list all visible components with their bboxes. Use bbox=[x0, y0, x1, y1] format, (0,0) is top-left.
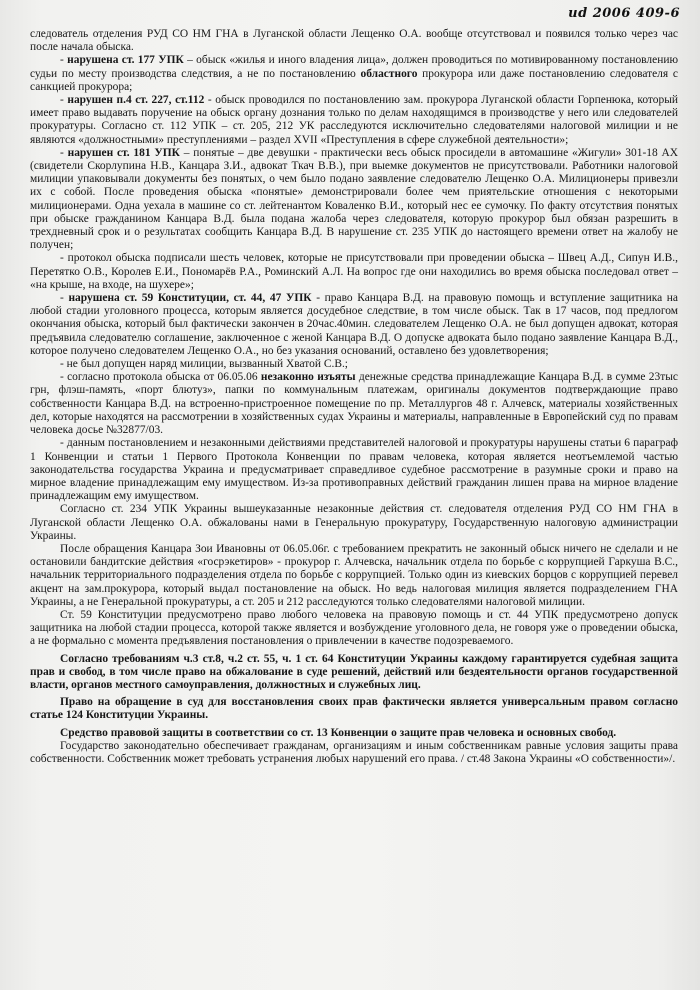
text-run: денежные средства принадлежащие Канцара В.Д. в сумме 23тыс грн, флэш-память, «порт блютуз», папки по коммунальным платежам, оригиналы документов подтверждающие право собственности Канцара В.Д. на встроенно-пристроенное помещение по пр. Металлургов 48 г. Алчевск, материалы хозяйственных дел, которые находятся на рассмотрении в хозяйственных судах Украины и материалы, направленные в Европейский суд по правам человека досье №32877/03. bbox=[30, 371, 678, 437]
document-body bbox=[30, 28, 678, 766]
paragraph bbox=[30, 727, 678, 740]
text-run: - не был допущен наряд милиции, вызванный Хватой С.В.; bbox=[60, 358, 348, 371]
text-run: Право на обращение в суд для восстановления своих прав фактически является универсальным правом согласно статье 124 Конституции Украины. bbox=[30, 696, 678, 722]
paragraph bbox=[30, 543, 678, 609]
paragraph bbox=[30, 740, 678, 766]
paragraph bbox=[30, 292, 678, 358]
text-run: - обыск проводился по постановлению зам. прокурора Луганской области Горпенюка, который имеет право выдавать поручение на обыск органу дознания только по делам находящимся в производстве у него или следователей прокуратуры. Согласно ст. 112 УПК – ст. 205, 212 УК расследуются исключительно следователями налоговой милиции и не являются «должностными» преступлениями – раздел XVII «Преступления в сфере служебной деятельности»; bbox=[30, 94, 678, 146]
paragraph bbox=[30, 609, 678, 649]
text-run: - bbox=[60, 94, 68, 107]
paragraph bbox=[30, 437, 678, 503]
paragraph bbox=[30, 252, 678, 292]
paragraph bbox=[30, 54, 678, 94]
text-run: прокурора или даже постановлению следователя с санкцией прокурора; bbox=[30, 67, 678, 93]
paragraph bbox=[30, 28, 678, 54]
text-run: Согласно ст. 234 УПК Украины вышеуказанные незаконные действия ст. следователя отделения РУД СО НМ ГНА в Луганской области Лещенко О.А. обжалованы нами в Генеральную прокуратуру, Государственную налоговую администрации Украины. bbox=[30, 503, 678, 542]
text-run: Ст. 59 Конституции предусмотрено право любого человека на правовую помощь и ст. 44 УПК предусмотрено допуск защитника на любой стадии процесса, которой также является и возбуждение уголовного дела, не говоря уже о проведении обыска, а не формально с момента предъявления постановления о привлечении в качестве подозреваемого. bbox=[30, 608, 678, 648]
text-run: Средство правовой защиты в соответствии со ст. 13 Конвенции о защите прав человека и основных свобод. bbox=[60, 726, 617, 739]
bold-text: нарушен п.4 ст. 227, ст.112 bbox=[67, 94, 205, 107]
text-run: следователь отделения РУД СО НМ ГНА в Луганской области Лещенко О.А. вообще отсутствовал и появился только через час после начала обыска. bbox=[30, 28, 678, 54]
paragraph bbox=[30, 358, 678, 371]
paragraph bbox=[30, 371, 678, 437]
text-run: - согласно протокола обыска от 06.05.06 bbox=[60, 371, 261, 384]
text-run: – обыск «жилья и иного владения лица», должен проводиться по мотивированному постановлению судьи по месту производства следствия, а не по постановлению bbox=[30, 54, 679, 80]
text-run: - право Канцара В.Д. на правовую помощь и вступление защитника на любой стадии уголовного процесса, которым является досудебное следствие, в том числе обыск. Так в 17 часов, под предлогом окончания обыска, который был фактически закончен в 20час.40мин. следователем Лещенко О.А. не был допущен адвокат, которая предъявила следователю соглашение, заключенное с женой Канцара В.Д. О допуске адвоката было подано заявление Канцара В.Д., которое получено следователем Лещенко О.А., но без указания оснований, оставлено без удовлетворения; bbox=[30, 292, 678, 357]
text-run: Согласно требованиям ч.3 ст.8, ч.2 ст. 55, ч. 1 ст. 64 Конституции Украины каждому гарантируется судебная защита прав и свобод, в том числе право на обжалование в суде решений, действий или бездеятельности органов государственной власти, органов местного самоуправления, должностных и служебных лиц. bbox=[30, 652, 678, 691]
bold-text: незаконно изъяты bbox=[260, 371, 356, 384]
bold-text: областного bbox=[360, 67, 418, 80]
text-run: После обращения Канцара Зои Ивановны от 06.05.06г. с требованием прекратить не законный обыск ничего не сделали и не остановили бандитские действия «госрэкетиров» - прокурор г. Алчевска, начальник отдела по борьбе с коррупцией Гаркуша В.С., начальник территориального подразделения отдела по борьбе с коррупцией. Только один из киевских борцов с коррупцией перевел акцент на зам.прокурора, который выдал постановление на обыск. Но ведь налоговая милиция является подразделением ГНА Украины, а не Генеральной прокуратуры, а ст. 205 и 212 расследуются только следователями налоговой милиции. bbox=[30, 542, 678, 608]
paragraph bbox=[30, 653, 678, 693]
bold-text: нарушена ст. 59 Конституции, ст. 44, 47 УПК bbox=[68, 292, 312, 305]
paragraph bbox=[30, 147, 678, 253]
document-reference-number: ud 2006 409-6 bbox=[568, 6, 680, 21]
paragraph bbox=[30, 503, 678, 543]
text-run: – понятые – две девушки - практически весь обыск просидели в автомашине «Жигули» 301-18 АХ (свидетели Скорлупина Н.В., Канцара З.И., адвокат Ткач В.В.), при выемке документов не присутствовали. Работники налоговой милиции упаковывали документы без понятых, о чем было подано заявление следователю Лещенко О.А. Милиционеры привезли их с собой. После проведения обыска «понятые» демонстрировали более чем приятельские отношения с некоторыми милиционерами. Одна уехала в машине со ст. лейтенантом Коваленко В.И., который нес ее сумочку. По факту отсутствия понятых при обыске гражданином Канцара В.Д. была подана жалоба через следователя, которую прокурор был обязан разрешить в трехдневный срок и о результатах сообщить Канцара В.Д. В нарушение ст. 235 УПК до настоящего времени ответ на жалобу не получен; bbox=[30, 146, 679, 252]
text-run: - bbox=[60, 54, 68, 67]
text-run: - bbox=[60, 292, 69, 305]
paragraph bbox=[30, 94, 678, 147]
paragraph bbox=[30, 696, 678, 722]
text-run: - bbox=[60, 146, 68, 159]
bold-text: нарушена ст. 177 УПК bbox=[67, 54, 184, 67]
text-run: - данным постановлением и незаконными действиями представителей налоговой и прокуратуры нарушены статьи 6 параграф 1 Конвенции и статьи 1 Первого Протокола Конвенции по правам человека, которая является неотъемлемой частью законодательства государства Украина и предусматривает справедливое судебное рассмотрение в разумные сроки и право на мирное владение принадлежащим ему имуществом. Из-за противоправных действий гражданин лишен права на мирное владение принадлежащим ему имуществом. bbox=[30, 437, 678, 503]
bold-text: нарушен ст. 181 УПК bbox=[67, 146, 180, 159]
text-run: Государство законодательно обеспечивает гражданам, организациям и иным собственникам равные условия защиты права собственности. Собственник может требовать устранения любых нарушений его права. / ст.48 Закона Украины «О собственности»/. bbox=[30, 739, 678, 765]
text-run: - протокол обыска подписали шесть человек, которые не присутствовали при проведении обыска – Швец А.Д., Сипун И.В., Перетятко О.В., Королев Е.И., Пономарёв Р.А., Роминский А.Л. На вопрос где они находились во время обыска последовал ответ – «на крыше, на входе, на шухере»; bbox=[30, 252, 678, 291]
